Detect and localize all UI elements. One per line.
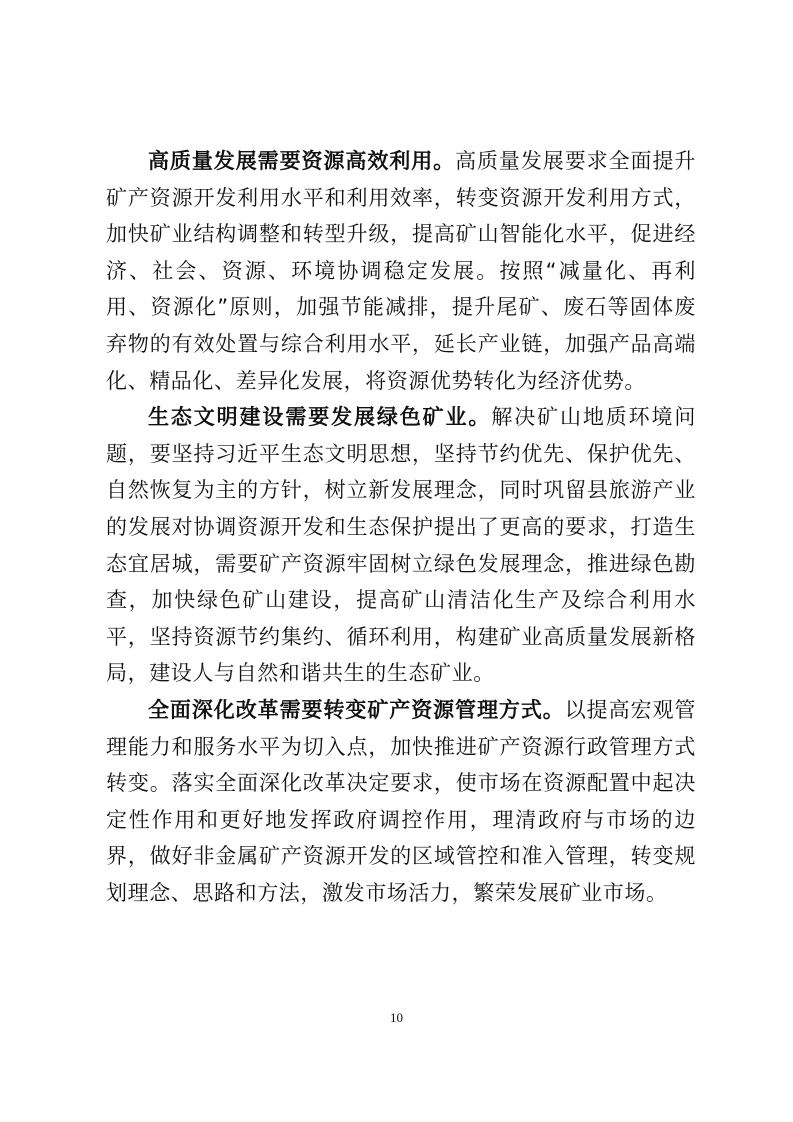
paragraph-green-mining [106,399,696,692]
paragraph-body: 解决矿山地质环境问题，要坚持习近平生态文明思想，坚持节约优先、保护优先、自然恢复为主的方针，树立新发展理念，同时巩留县旅游产业的发展对协调资源开发和生态保护提出了更高的要求，打造生态宜居城，需要矿产资源牢固树立绿色发展理念，推进绿色勘查，加快绿色矿山建设，提高矿山清洁化生产及综合利用水平，坚持资源节约集约、循环利用，构建矿业高质量发展新格局，建设人与自然和谐共生的生态矿业。 [106,405,697,686]
paragraph-body: 高质量发展要求全面提升矿产资源开发利用水平和利用效率，转变资源开发利用方式，加快矿业结构调整和转型升级，提高矿山智能化水平，促进经济、社会、资源、环境协调稳定发展。按照“减量化、再利用、资源化”原则，加强节能减排，提升尾矿、废石等固体废弃物的有效处置与综合利用水平，延长产业链，加强产品高端化、精品化、差异化发展，将资源优势转化为经济优势。 [106,149,696,393]
document-body [106,143,696,911]
paragraph-body: 以提高宏观管理能力和服务水平为切入点，加快推进矿产资源行政管理方式转变。落实全面深化改革决定要求，使市场在资源配置中起决定性作用和更好地发挥政府调控作用，理清政府与市场的边界，做好非金属矿产资源开发的区域管控和准入管理，转变规划理念、思路和方法，激发市场活力，繁荣发展矿业市场。 [106,697,696,905]
paragraph-management-reform [106,692,696,912]
paragraph-resource-efficiency [106,143,696,399]
paragraph-lead: 生态文明建设需要发展绿色矿业。 [148,405,492,430]
paragraph-lead: 高质量发展需要资源高效利用。 [148,149,456,173]
paragraph-lead: 全面深化改革需要转变矿产资源管理方式。 [148,697,565,722]
page-number: 10 [390,1010,403,1025]
